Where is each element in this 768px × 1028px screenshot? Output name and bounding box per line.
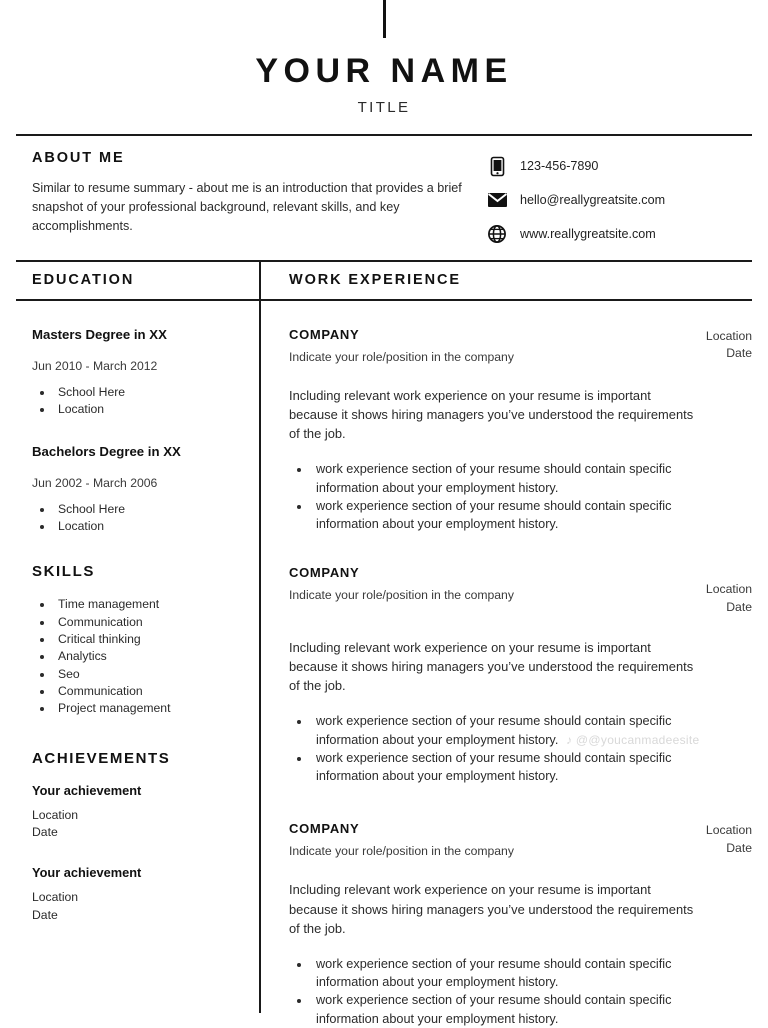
education-dates: Jun 2010 - March 2012 (32, 359, 158, 373)
job-role: Indicate your role/position in the company (289, 844, 514, 859)
company-name: COMPANY (289, 327, 360, 342)
list-item: • Project management (54, 700, 245, 717)
work-heading-cell (261, 262, 752, 299)
work-heading: WORK EXPERIENCE (289, 272, 461, 288)
resume-header (0, 0, 768, 115)
job-date: Date (726, 840, 752, 855)
job-location: Location (705, 823, 752, 838)
job-bullet-list (289, 955, 752, 1028)
phone-number: 123-456-7890 (520, 158, 599, 173)
work-entry-titles (289, 327, 706, 364)
watermark: ♪ @@youcanmadeesite (566, 733, 700, 747)
list-item: • work experience section of your resume should contain specific information about your employment history. (311, 497, 706, 534)
list-item: • work experience section of your resume should contain specific information about your employment history. (311, 749, 706, 786)
education-heading: EDUCATION (32, 272, 135, 288)
list-item: • Analytics (54, 648, 245, 665)
list-item: • Time management (54, 596, 245, 613)
list-item: • work experience section of your resume should contain specific information about your employment history. (311, 955, 706, 992)
phone-icon (486, 156, 508, 176)
company-name: COMPANY (289, 565, 360, 581)
job-bullet-list (289, 460, 752, 533)
contact-email-row[interactable] (486, 190, 752, 210)
header-subtitle: TITLE (357, 99, 411, 116)
achievement-item (32, 783, 245, 842)
achievement-item (32, 865, 245, 924)
achievement-date: Date (32, 824, 58, 839)
skills-list (32, 596, 245, 717)
list-item: • work experience section of your resume should contain specific information about your employment history. (311, 460, 706, 497)
about-text: Similar to resume summary - about me is an introduction that provides a brief snapshot of your professional background, relevant skills, and key accomplishments. (32, 181, 462, 234)
work-experience-entry (289, 327, 752, 533)
education-details-list (32, 384, 245, 419)
work-experience-entry (289, 821, 752, 1027)
job-role: Indicate your role/position in the company (289, 588, 514, 603)
globe-icon (486, 224, 508, 244)
job-description: Including relevant work experience on your resume is important because it shows hiring managers you’ve understood the requirements of the job. (289, 882, 694, 936)
education-degree: Masters Degree in XX (32, 327, 167, 342)
work-entry-meta (706, 565, 752, 616)
list-item: • Critical thinking (54, 631, 245, 648)
list-item: • work experience section of your resume should contain specific information about your employment history. (311, 991, 706, 1028)
right-column-body (289, 301, 752, 1028)
left-column-body (16, 301, 245, 924)
work-entry-header (289, 821, 752, 858)
contact-website-row[interactable] (486, 224, 752, 244)
list-item: • School Here (54, 501, 245, 518)
work-entry-meta (706, 821, 752, 857)
education-item (32, 327, 245, 419)
skills-heading: SKILLS (32, 563, 95, 581)
contact-phone-row[interactable] (486, 156, 752, 176)
email-address: hello@reallygreatsite.com (520, 192, 666, 207)
company-name: COMPANY (289, 821, 360, 837)
achievement-title: Your achievement (32, 865, 142, 881)
list-item: • Seo (54, 666, 245, 683)
work-entry-header (289, 327, 752, 364)
achievement-date: Date (32, 907, 58, 922)
list-item: • work experience section of your resume should contain specific information about your employment history. (311, 712, 706, 749)
job-location: Location (705, 329, 752, 343)
left-column (16, 301, 261, 1013)
page-title: YOUR NAME (255, 52, 513, 90)
achievements-heading: ACHIEVEMENTS (32, 749, 171, 767)
education-heading-cell (16, 262, 261, 299)
list-item: • Communication (54, 683, 245, 700)
job-location: Location (705, 582, 752, 597)
work-entry-meta (706, 327, 752, 363)
education-dates: Jun 2002 - March 2006 (32, 475, 158, 490)
job-description: Including relevant work experience on your resume is important because it shows hiring managers you’ve understood the requirements of the job. (289, 388, 694, 442)
about-section (16, 150, 486, 244)
envelope-icon (486, 190, 508, 210)
list-item: • School Here (54, 384, 245, 401)
education-item (32, 444, 245, 536)
header-tick-mark (383, 0, 386, 38)
achievement-location: Location (32, 890, 79, 905)
right-column (261, 301, 752, 1026)
about-contact-band (0, 136, 768, 244)
education-details-list (32, 501, 245, 536)
work-entry-header (289, 565, 752, 616)
list-item: • Communication (54, 614, 245, 631)
job-date: Date (726, 346, 752, 361)
list-item: • Location (54, 518, 245, 535)
contact-section (486, 150, 752, 244)
list-item: • Location (54, 401, 245, 418)
website-url: www.reallygreatsite.com (520, 226, 656, 241)
work-experience-entry (289, 565, 752, 785)
job-bullet-list (289, 712, 752, 785)
job-description: Including relevant work experience on your resume is important because it shows hiring managers you’ve understood the requirements of the job. (289, 640, 694, 694)
section-heading-row (16, 262, 752, 299)
achievement-location: Location (32, 807, 79, 822)
job-role: Indicate your role/position in the company (289, 350, 514, 364)
education-degree: Bachelors Degree in XX (32, 443, 181, 459)
achievement-title: Your achievement (32, 782, 142, 798)
work-entry-titles (289, 565, 706, 602)
about-heading: ABOUT ME (32, 150, 125, 166)
main-columns (16, 301, 752, 1026)
work-entry-titles (289, 821, 706, 858)
job-date: Date (726, 599, 752, 614)
